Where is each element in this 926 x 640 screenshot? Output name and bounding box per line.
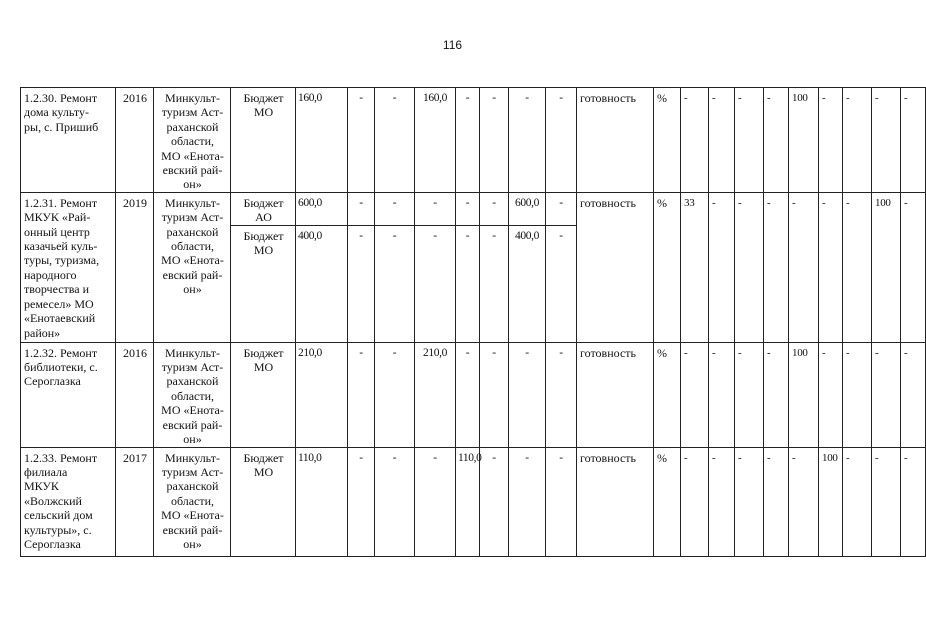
funding-y2018-cell: - xyxy=(480,342,509,447)
target-value-cell: - xyxy=(709,88,735,193)
target-value-cell: - xyxy=(735,88,764,193)
target-value-cell: - xyxy=(735,447,764,556)
indicator-cell: готовность xyxy=(577,192,654,342)
target-value-cell: - xyxy=(843,342,872,447)
indicator-cell: готовность xyxy=(577,342,654,447)
target-value-cell: - xyxy=(843,447,872,556)
program-table xyxy=(20,87,926,557)
funding-y2020-cell: - xyxy=(546,88,577,193)
target-value-cell: - xyxy=(872,88,901,193)
measure-year-cell: 2016 xyxy=(116,342,154,447)
executor-cell: Минкульт- туризм Аст- раханской области, МО «Енота- евский рай- он» xyxy=(154,192,231,342)
funding-y2019-cell: - xyxy=(509,88,546,193)
funding-total-cell: 400,0 xyxy=(296,225,348,342)
target-value-cell: - xyxy=(709,447,735,556)
funding-source-cell: Бюджет МО xyxy=(231,225,296,342)
indicator-cell: готовность xyxy=(577,88,654,193)
unit-cell: % xyxy=(654,88,681,193)
funding-y2018-cell: - xyxy=(480,225,509,342)
target-value-cell: - xyxy=(681,447,709,556)
table-row xyxy=(21,192,926,225)
funding-y2019-cell: 600,0 xyxy=(509,192,546,225)
target-value-cell: - xyxy=(901,192,926,342)
funding-y2019-cell: - xyxy=(509,342,546,447)
funding-y2018-cell: - xyxy=(480,88,509,193)
funding-y2016-cell: 160,0 xyxy=(415,88,456,193)
funding-total-cell: 160,0 xyxy=(296,88,348,193)
funding-y2019-cell: - xyxy=(509,447,546,556)
funding-y2017-cell: 110,0 xyxy=(456,447,480,556)
target-value-cell: - xyxy=(681,88,709,193)
target-value-cell: - xyxy=(764,192,789,342)
measure-name-cell: 1.2.30. Ремонт дома культу- ры, с. Пришиб xyxy=(21,88,116,193)
measure-name-cell: 1.2.33. Ремонт филиала МКУК «Волжский сельский дом культуры», с. Сероглазка xyxy=(21,447,116,556)
funding-total-cell: 110,0 xyxy=(296,447,348,556)
funding-y2014-cell: - xyxy=(348,88,375,193)
target-value-cell: - xyxy=(872,342,901,447)
measure-name-cell: 1.2.32. Ремонт библиотеки, с. Сероглазка xyxy=(21,342,116,447)
measure-year-cell: 2019 xyxy=(116,192,154,342)
target-value-cell: 100 xyxy=(789,88,819,193)
funding-y2020-cell: - xyxy=(546,225,577,342)
funding-y2016-cell: 210,0 xyxy=(415,342,456,447)
funding-y2015-cell: - xyxy=(375,342,415,447)
target-value-cell: - xyxy=(872,447,901,556)
funding-y2016-cell: - xyxy=(415,225,456,342)
measure-year-cell: 2017 xyxy=(116,447,154,556)
funding-source-cell: Бюджет МО xyxy=(231,88,296,193)
funding-y2020-cell: - xyxy=(546,342,577,447)
funding-y2014-cell: - xyxy=(348,447,375,556)
executor-cell: Минкульт- туризм Аст- раханской области, МО «Енота- евский рай- он» xyxy=(154,447,231,556)
target-value-cell: - xyxy=(843,192,872,342)
target-value-cell: - xyxy=(901,88,926,193)
funding-y2015-cell: - xyxy=(375,192,415,225)
funding-y2016-cell: - xyxy=(415,192,456,225)
target-value-cell: 100 xyxy=(872,192,901,342)
funding-y2020-cell: - xyxy=(546,447,577,556)
funding-y2014-cell: - xyxy=(348,225,375,342)
funding-y2015-cell: - xyxy=(375,88,415,193)
funding-y2016-cell: - xyxy=(415,447,456,556)
funding-y2014-cell: - xyxy=(348,342,375,447)
target-value-cell: - xyxy=(764,447,789,556)
funding-source-cell: Бюджет МО xyxy=(231,342,296,447)
funding-y2017-cell: - xyxy=(456,192,480,225)
table-row xyxy=(21,342,926,447)
table-row xyxy=(21,447,926,556)
funding-y2017-cell: - xyxy=(456,225,480,342)
funding-y2018-cell: - xyxy=(480,447,509,556)
table-body xyxy=(21,88,926,557)
funding-y2014-cell: - xyxy=(348,192,375,225)
unit-cell: % xyxy=(654,447,681,556)
measure-name-cell: 1.2.31. Ремонт МКУК «Рай- онный центр казачьей куль- туры, туризма, народного творчества и ремесел» МО «Енотаевский район» xyxy=(21,192,116,342)
funding-y2020-cell: - xyxy=(546,192,577,225)
target-value-cell: - xyxy=(764,342,789,447)
funding-y2017-cell: - xyxy=(456,88,480,193)
funding-y2018-cell: - xyxy=(480,192,509,225)
target-value-cell: - xyxy=(843,88,872,193)
unit-cell: % xyxy=(654,192,681,342)
target-value-cell: - xyxy=(819,342,843,447)
target-value-cell: - xyxy=(789,447,819,556)
target-value-cell: - xyxy=(735,192,764,342)
page-number: 116 xyxy=(442,38,463,52)
target-value-cell: - xyxy=(789,192,819,342)
funding-y2015-cell: - xyxy=(375,447,415,556)
funding-source-cell: Бюджет МО xyxy=(231,447,296,556)
measure-year-cell: 2016 xyxy=(116,88,154,193)
target-value-cell: - xyxy=(764,88,789,193)
target-value-cell: - xyxy=(681,342,709,447)
target-value-cell: - xyxy=(819,192,843,342)
unit-cell: % xyxy=(654,342,681,447)
funding-source-cell: Бюджет АО xyxy=(231,192,296,225)
funding-y2015-cell: - xyxy=(375,225,415,342)
target-value-cell: - xyxy=(709,342,735,447)
target-value-cell: 100 xyxy=(819,447,843,556)
funding-y2017-cell: - xyxy=(456,342,480,447)
funding-y2019-cell: 400,0 xyxy=(509,225,546,342)
target-value-cell: 100 xyxy=(789,342,819,447)
target-value-cell: - xyxy=(819,88,843,193)
target-value-cell: - xyxy=(735,342,764,447)
executor-cell: Минкульт- туризм Аст- раханской области, МО «Енота- евский рай- он» xyxy=(154,342,231,447)
table-row xyxy=(21,88,926,193)
program-table-wrapper xyxy=(20,87,926,557)
target-value-cell: - xyxy=(709,192,735,342)
target-value-cell: 33 xyxy=(681,192,709,342)
indicator-cell: готовность xyxy=(577,447,654,556)
executor-cell: Минкульт- туризм Аст- раханской области, МО «Енота- евский рай- он» xyxy=(154,88,231,193)
funding-total-cell: 210,0 xyxy=(296,342,348,447)
target-value-cell: - xyxy=(901,342,926,447)
funding-total-cell: 600,0 xyxy=(296,192,348,225)
target-value-cell: - xyxy=(901,447,926,556)
